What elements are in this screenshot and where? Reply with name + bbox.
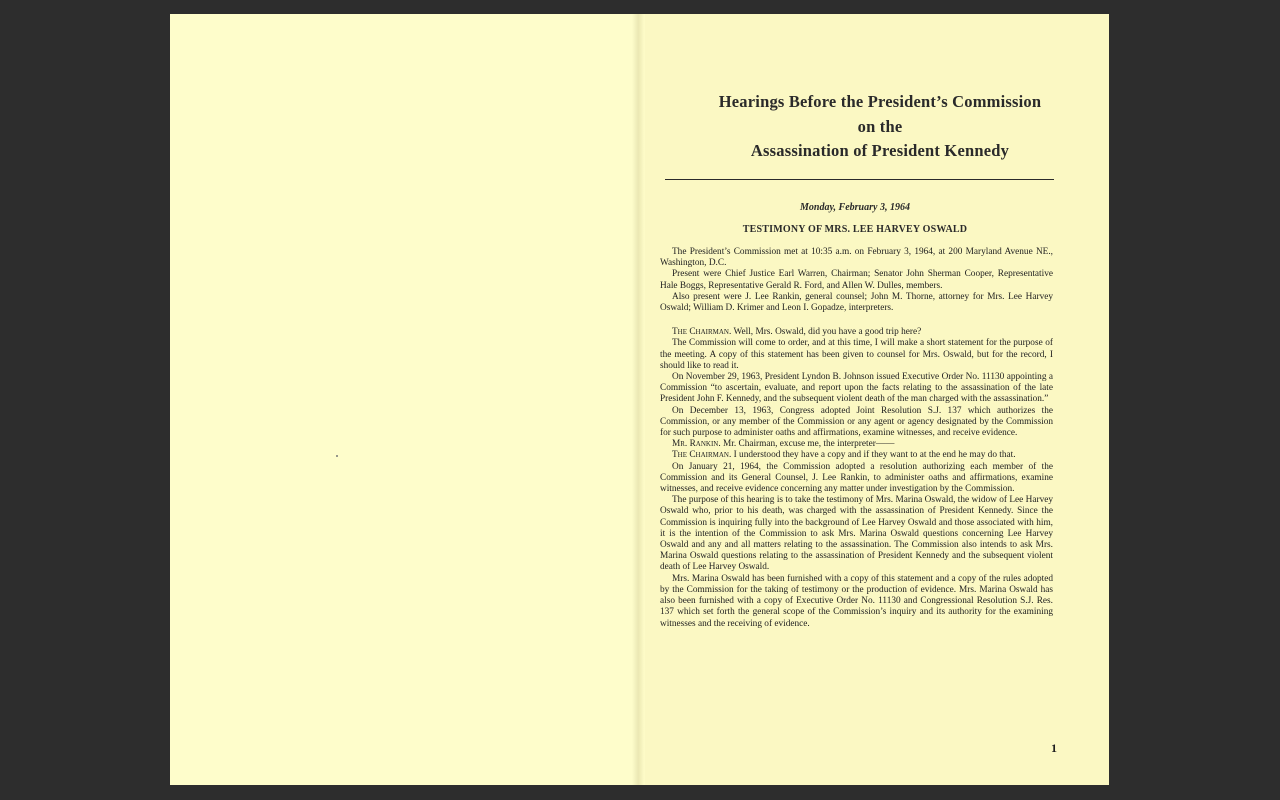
right-page [645, 14, 1109, 785]
testimony-title: TESTIMONY OF MRS. LEE HARVEY OSWALD [742, 224, 968, 235]
document-spread [170, 14, 1109, 785]
chairman-reply [660, 450, 1053, 461]
statement-paragraph-4: On January 21, 1964, the Commission adopted a resolution authorizing each member of the Commission and its General Counsel, J. Lee Rankin, to administer oaths and affirmations, examine witnesses, and receive evidence concerning any matter under investigation by the Commission. [660, 461, 1053, 495]
speaker-label: Mr. Rankin. [672, 439, 721, 450]
statement-paragraph-6: Mrs. Marina Oswald has been furnished with a copy of this statement and a copy of the rules adopted by the Commission for the taking of testimony or the production of evidence. Mrs. Marina Oswald has also been furnished with a copy of Executive Order No. 11130 and Congressional Resolution S.J. Res. 137 which set forth the general scope of the Commission’s inquiry and its authority for the examining witnesses and the receiving of evidence. [660, 573, 1053, 629]
question-text: Well, Mrs. Oswald, did you have a good trip here? [733, 327, 922, 338]
page-speck [336, 455, 338, 457]
page-number: 1 [1051, 741, 1057, 755]
reply-text: I understood they have a copy and if they want to at the end he may do that. [733, 450, 1016, 461]
left-page [170, 14, 638, 785]
heading-line-2: on the [857, 116, 903, 136]
speaker-label: The Chairman. [672, 327, 732, 338]
document-body [660, 247, 1053, 630]
document-heading [660, 90, 1100, 164]
heading-rule [665, 179, 1054, 180]
statement-paragraph-1: The Commission will come to order, and at this time, I will make a short statement for the purpose of the meeting. A copy of this statement has been given to counsel for Mrs. Oswald, but for the record, I should like to read it. [660, 338, 1053, 371]
heading-line-1: Hearings Before the President’s Commission [718, 92, 1042, 111]
rankin-interjection [660, 439, 1053, 450]
intro-paragraph-2: Present were Chief Justice Earl Warren, Chairman; Senator John Sherman Cooper, Representative Hale Boggs, Representative Gerald R. Ford, and Allen W. Dulles, members. [660, 269, 1053, 291]
page-gutter [632, 14, 644, 785]
hearing-date: Monday, February 3, 1964 [800, 202, 910, 213]
intro-paragraph-3: Also present were J. Lee Rankin, general counsel; John M. Thorne, attorney for Mrs. Lee Harvey Oswald; William D. Krimer and Leon I. Gopadze, interpreters. [660, 291, 1053, 314]
statement-paragraph-3: On December 13, 1963, Congress adopted Joint Resolution S.J. 137 which authorizes the Commission, or any member of the Commission or any agent or agency designated by the Commission for such purpose to administer oaths and affirmations, examine witnesses, and receive evidence. [660, 405, 1053, 439]
intro-paragraph-1: The President’s Commission met at 10:35 a.m. on February 3, 1964, at 200 Maryland Avenue NE., Washington, D.C. [660, 247, 1053, 269]
statement-paragraph-2: On November 29, 1963, President Lyndon B. Johnson issued Executive Order No. 11130 appointing a Commission “to ascertain, evaluate, and report upon the facts relating to the assassination of the late President John F. Kennedy, and the subsequent violent death of the man charged with the assassination.” [660, 372, 1053, 405]
speaker-label: The Chairman. [672, 450, 732, 461]
interjection-text: Mr. Chairman, excuse me, the interpreter—— [723, 439, 895, 450]
heading-line-3: Assassination of President Kennedy [750, 141, 1010, 160]
chairman-question [660, 327, 1053, 338]
statement-paragraph-5: The purpose of this hearing is to take the testimony of Mrs. Marina Oswald, the widow of Lee Harvey Oswald who, prior to his death, was charged with the assassination of President Kennedy. Since the Commission is inquiring fully into the background of Lee Harvey Oswald and those associated with him, it is the intention of the Commission to ask Mrs. Marina Oswald questions concerning Lee Harvey Oswald and any and all matters relating to the assassination. The Commission also intends to ask Mrs. Marina Oswald questions relating to the assassination of President Kennedy and the subsequent violent death of Lee Harvey Oswald. [660, 495, 1053, 573]
